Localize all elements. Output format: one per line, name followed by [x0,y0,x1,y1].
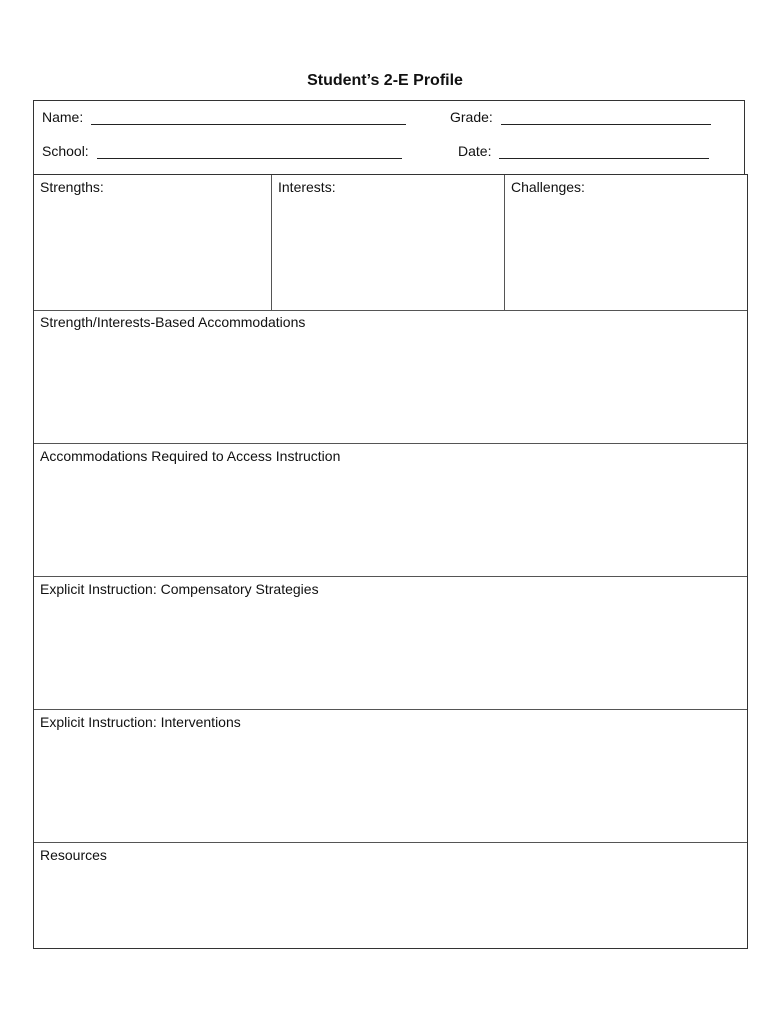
school-blank-line[interactable] [97,146,402,159]
interests-cell[interactable] [272,175,505,310]
section-label: Resources [40,847,107,863]
name-field[interactable] [42,109,406,125]
profile-grid [33,174,748,949]
resources-section[interactable] [34,843,747,948]
page-title: Student’s 2-E Profile [307,72,463,89]
interventions-section[interactable] [34,710,747,843]
name-blank-line[interactable] [91,112,406,125]
challenges-label: Challenges: [511,179,585,195]
section-label: Explicit Instruction: Interventions [40,714,241,730]
strength-interests-accommodations-section[interactable] [34,310,747,444]
grade-blank-line[interactable] [501,112,711,125]
access-accommodations-section[interactable] [34,444,747,577]
interests-label: Interests: [278,179,336,195]
challenges-cell[interactable] [505,175,747,310]
date-field[interactable] [458,143,709,159]
date-blank-line[interactable] [499,146,709,159]
student-info-header [33,100,745,174]
school-label: School: [42,143,89,159]
strengths-interests-challenges-row [34,175,747,311]
section-label: Accommodations Required to Access Instruction [40,448,341,464]
section-label: Strength/Interests-Based Accommodations [40,314,306,330]
strengths-cell[interactable] [34,175,272,310]
date-label: Date: [458,143,492,159]
section-label: Explicit Instruction: Compensatory Strategies [40,581,319,597]
school-field[interactable] [42,143,402,159]
compensatory-strategies-section[interactable] [34,577,747,710]
name-label: Name: [42,109,84,125]
strengths-label: Strengths: [40,179,104,195]
grade-field[interactable] [450,109,711,125]
grade-label: Grade: [450,109,493,125]
